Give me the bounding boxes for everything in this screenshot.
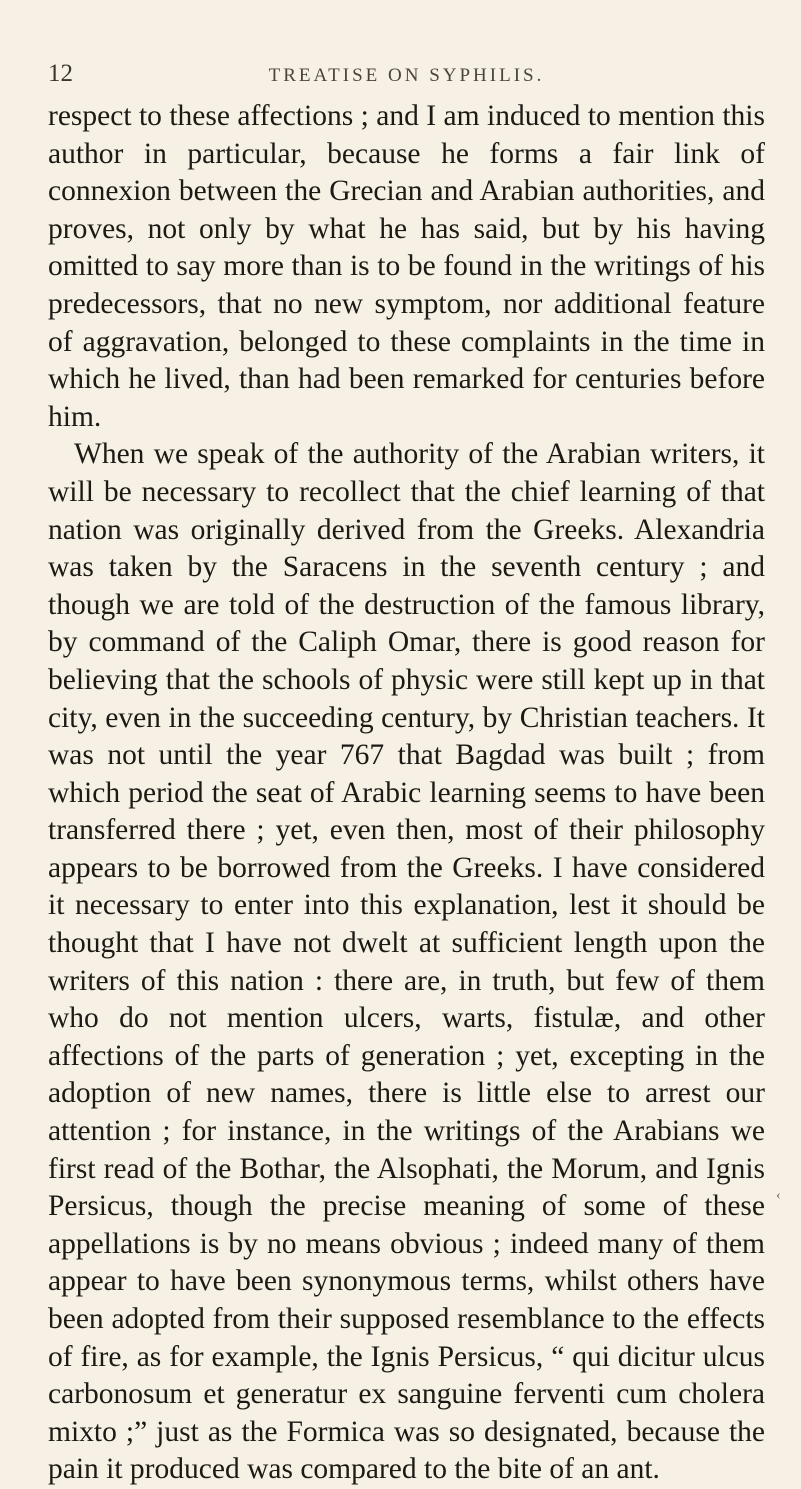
margin-mark-icon: ‹ [776,1188,781,1203]
page-number: 12 [48,60,73,87]
paragraph-1: respect to these affections ; and I am induced to mention this author in particular, because he forms a fair link of connexion between the Grecian and Arabian authorities, and proves, not only by what he has said, but by his having omitted to say more than is to be found in the writings of his predecessors, that no new symptom, nor additional feature of aggravation, belonged to these complaints in the time in which he lived, than had been remarked for centuries before him. [48,100,765,433]
page-header [48,60,765,90]
running-head: TREATISE ON SYPHILIS. [268,65,545,86]
paragraph-2: When we speak of the authority of the Arabian writers, it will be necessary to recollect that the chief learning of that nation was originally derived from the Greeks. Alexandria was taken by the Saracens in the seventh century ; and though we are told of the destruction of the famous library, by command of the Caliph Omar, there is good reason for believing that the schools of physic were still kept up in that city, even in the succeeding century, by Christian teachers. It was not until the year 767 that Bagdad was built ; from which period the seat of Arabic learning seems to have been transferred there ; yet, even then, most of their philosophy appears to be borrowed from the Greeks. I have considered it necessary to enter into this explanation, lest it should be thought that I have not dwelt at sufficient length upon the writers of this nation : there are, in truth, but few of them who do not mention ulcers, warts, fistulæ, and other affections of the parts of generation ; yet, excepting in the adoption of new names, there is little else to arrest our attention ; for instance, in the writings of the Arabians we first read of the Bothar, the Alsophati, the Morum, and Ignis Persicus, though the precise meaning of some of these appellations is by no means obvious ; indeed many of them appear to have been synonymous terms, whilst others have been adopted from their supposed resemblance to the effects of fire, as for example, the Ignis Persicus, “ qui dicitur ulcus carbonosum et generatur ex sanguine ferventi cum cholera mixto ;” just as the Formica was so designated, because the pain it produced was compared to the bite of an ant. [48,438,765,1486]
body-text [48,98,765,1489]
